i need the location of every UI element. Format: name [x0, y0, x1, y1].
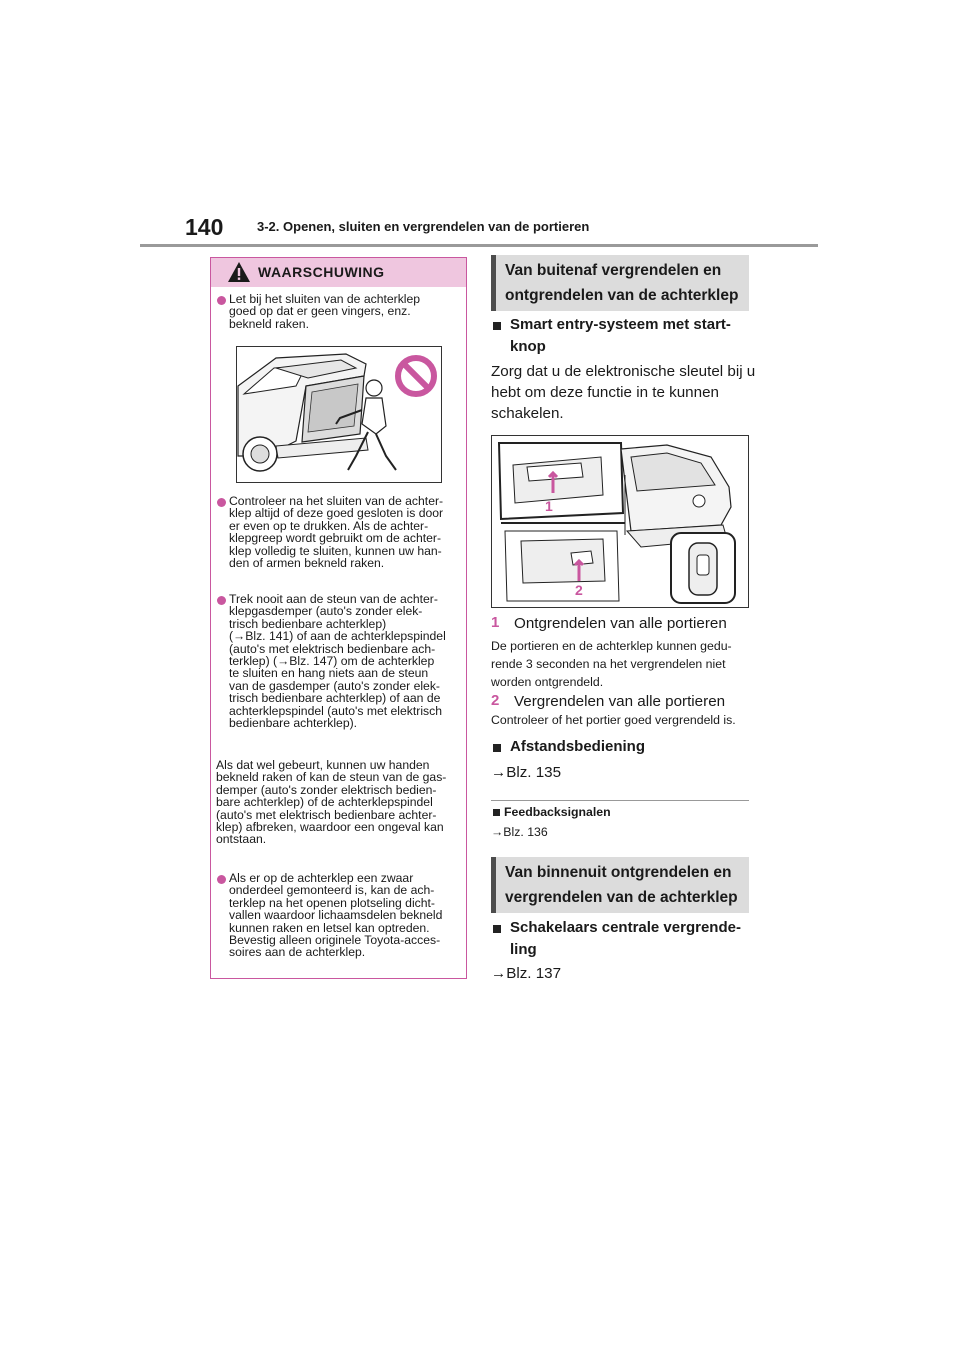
subheading-remote: Afstandsbediening	[510, 738, 646, 755]
step-2-note: Controleer of het portier goed vergrendeld is.	[491, 713, 736, 727]
chapter-title: 3-2. Openen, sluiten en vergrendelen van de portieren	[257, 219, 590, 234]
section-header-mark	[491, 255, 496, 311]
step-1-note: De portieren en de achterklep kunnen gedu- rende 3 seconden na het vergrendelen niet worden ontgrendeld.	[491, 639, 732, 689]
warning-bullet-2: Controleer na het sluiten van de achter- klep altijd of deze goed gesloten is door er even op te drukken. Als de achter- klepgreep wordt gebruikt om de achter- klep volledig te sluiten, kunnen uw han- den of armen bekneld raken.	[229, 494, 444, 571]
figure-label-2: 2	[575, 582, 583, 598]
remote-reference-link[interactable]: →Blz. 135	[491, 764, 562, 781]
tailgate-switch-illustration	[491, 435, 749, 608]
warning-title: WAARSCHUWING	[258, 264, 385, 280]
bullet-dot	[217, 498, 226, 507]
subheading-central-lock: Schakelaars centrale vergrende- ling	[510, 919, 741, 958]
warning-bullet-1: Let bij het sluiten van de achterklep goed op dat er geen vingers, enz. bekneld raken.	[229, 292, 421, 331]
step-number-1: 1	[491, 614, 500, 631]
square-bullet	[493, 322, 501, 330]
square-bullet	[493, 744, 501, 752]
section-title-outside: Van buitenaf vergrendelen en ontgrendelen van de achterklep	[505, 262, 739, 304]
divider	[491, 800, 749, 801]
warning-bullet-3: Trek nooit aan de steun van de achter- klepgasdemper (auto's zonder elek- trisch bedienbare achterklep) (→Blz. 141) of aan de achterklepspindel (auto's met elektrisch bedienbare ach- terklep) (→Blz. 147) om de achterklep te sluiten en hang niets aan de steun van de gasdemper (auto's zonder elek- trisch bedienbare achterklep) of aan de achterklepspindel (auto's met elektrisch bedienbare achterklep).	[229, 592, 446, 731]
subheading-feedback: Feedbacksignalen	[504, 805, 611, 819]
step-number-2: 2	[491, 692, 500, 709]
step-2-text: Vergrendelen van alle portieren	[514, 693, 726, 710]
central-lock-reference-link[interactable]: →Blz. 137	[491, 965, 562, 982]
bullet-dot	[217, 875, 226, 884]
smart-entry-text: Zorg dat u de elektronische sleutel bij u hebt om deze functie in te kunnen schakelen.	[491, 363, 756, 422]
square-bullet	[493, 809, 500, 816]
square-bullet	[493, 925, 501, 933]
bullet-dot	[217, 596, 226, 605]
section-title-inside: Van binnenuit ontgrendelen en vergrendelen van de achterklep	[505, 864, 738, 906]
feedback-reference-link[interactable]: →Blz. 136	[491, 825, 548, 839]
bullet-dot	[217, 296, 226, 305]
warning-bullet-4: Als er op de achterklep een zwaar onderdeel gemonteerd is, kan de ach- terklep na het openen plotseling dicht- vallen waardoor lichaamsdelen bekneld kunnen raken en letsel kan optreden. Bevestig alleen originele Toyota-acces- soires aan de achterklep.	[229, 871, 443, 960]
warning-paragraph: Als dat wel gebeurt, kunnen uw handen bekneld raken of kan de steun van de gas- demper (auto's zonder elektrisch bedien- bare achterklep) of de achterklepspindel (auto's met elektrisch bedienbare achter- klep) afbreken, waardoor een ongeval kan ontstaan.	[216, 758, 447, 847]
subheading-smart-entry: Smart entry-systeem met start- knop	[510, 316, 731, 355]
section-header-mark	[491, 857, 496, 913]
header-rule	[140, 244, 818, 247]
tailgate-pinch-illustration	[236, 346, 442, 483]
page-number: 140	[185, 214, 224, 240]
warning-triangle-icon	[227, 261, 251, 283]
figure-label-1: 1	[545, 498, 553, 514]
step-1-text: Ontgrendelen van alle portieren	[514, 615, 727, 632]
